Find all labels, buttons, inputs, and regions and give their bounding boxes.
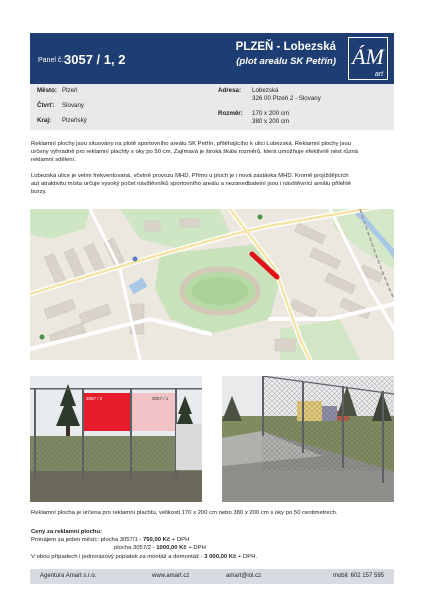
description-line: burzy. <box>31 189 47 196</box>
description-line: aut atraktivitu místa určuje vysoký počet návštěvníků sportovního areálu a nezanedbatelní jsou i návštěvníci areálu přilehlé <box>31 181 351 188</box>
price-section <box>31 528 257 561</box>
description-paragraph-1 <box>31 140 393 165</box>
amart-logo <box>348 37 388 80</box>
price-line-2 <box>31 544 257 552</box>
kraj-label: Kraj: <box>37 117 52 124</box>
price-line-1-suffix: + DPH <box>170 537 190 544</box>
price-line-1 <box>31 536 257 544</box>
price-line-3-suffix: + DPH. <box>236 553 258 560</box>
mesto-label: Město: <box>37 87 57 94</box>
mesto-value: Plzeň <box>62 87 78 94</box>
description-line: určeny výhradně pro reklamní plachty s oky po 50 cm. Zajímavá je široká škála rozměrů, která umožňuje efektivně nést různá <box>31 149 359 156</box>
price-title: Ceny za reklamní plochu: <box>31 529 103 535</box>
description-line: Lobezská ulice je velmi frekventovaná, včetně provozu MHD. Přímo u ploch je i nová zastávka MHD. Kromě projíždějících <box>31 173 349 179</box>
footer-email-link[interactable]: amart@iol.cz <box>226 573 262 579</box>
billboard-3057-1-label: 3057 / 1 <box>152 396 169 401</box>
footer-phone: mobil: 602 157 595 <box>332 573 384 579</box>
ctvrt-value: Slovany <box>62 102 85 109</box>
rozmer-label: Rozměr: <box>218 110 243 117</box>
price-line-1-price: 750,00 Kč <box>143 537 171 544</box>
photo-billboards-graphic <box>30 376 202 502</box>
description-line: reklamní sdělení. <box>31 157 76 164</box>
header-bar <box>30 33 394 84</box>
adresa-label: Adresa: <box>218 87 242 94</box>
ctvrt-label: Čtvrť: <box>37 102 55 109</box>
adresa-line1: Lobezská <box>252 87 279 94</box>
page-title: PLZEŇ - Lobezská <box>235 41 336 53</box>
kraj-value: Plzeňský <box>62 117 87 124</box>
photo-fence-street-graphic <box>222 376 394 502</box>
price-line-3-price: 3 000,00 Kč <box>204 553 237 560</box>
price-line-3-prefix: V obou případech i jednorázový poplatek za montáž a demontáž - <box>31 553 205 560</box>
price-line-2-suffix: + DPH <box>186 545 206 552</box>
panel-label: Panel č.: <box>38 57 66 64</box>
location-map[interactable] <box>30 209 394 360</box>
price-line-1-prefix: Pronájem za jeden měsíc: plocha 3057/1 - <box>31 537 143 544</box>
footer-web-link[interactable]: www.amart.cz <box>152 573 190 579</box>
footer-company: Agentura Amart s.r.o. <box>40 573 97 579</box>
photo-billboards <box>30 376 202 502</box>
description-line: Reklamní plochy jsou situovány na plotě sportovního areálu SK Petřín, přiléhajícího k ulici Lobezská. Reklamní plochy jsou <box>31 141 351 147</box>
billboard-3057-2-label: 3057 / 2 <box>86 396 103 401</box>
adresa-line2: 326 00 Plzeň 2 - Slovany <box>252 95 321 102</box>
info-table <box>30 84 394 130</box>
logo-subtext: art <box>374 71 384 78</box>
price-line-2-price: 1000,00 Kč <box>156 545 187 552</box>
rozmer-line1: 170 x 200 cm <box>252 110 290 117</box>
page-subtitle: (plot areálu SK Petřín) <box>236 56 336 67</box>
rozmer-line2: 380 x 200 cm <box>252 118 290 125</box>
photo-caption: Reklamní plocha je určena pro reklamní plachtu, velikosti 170 x 200 cm nebo 380 x 200 cm s oky po 50 centimetrech. <box>31 510 338 516</box>
panel-number: 3057 / 1, 2 <box>64 52 126 67</box>
map-graphic <box>30 209 394 360</box>
footer-bar <box>30 569 394 584</box>
price-line-3 <box>31 553 257 561</box>
logo-text: ÁM <box>352 44 384 69</box>
photo-fence-street <box>222 376 394 502</box>
description-paragraph-2 <box>31 172 393 197</box>
price-line-2-prefix: plocha 3057/2 - <box>114 545 157 552</box>
